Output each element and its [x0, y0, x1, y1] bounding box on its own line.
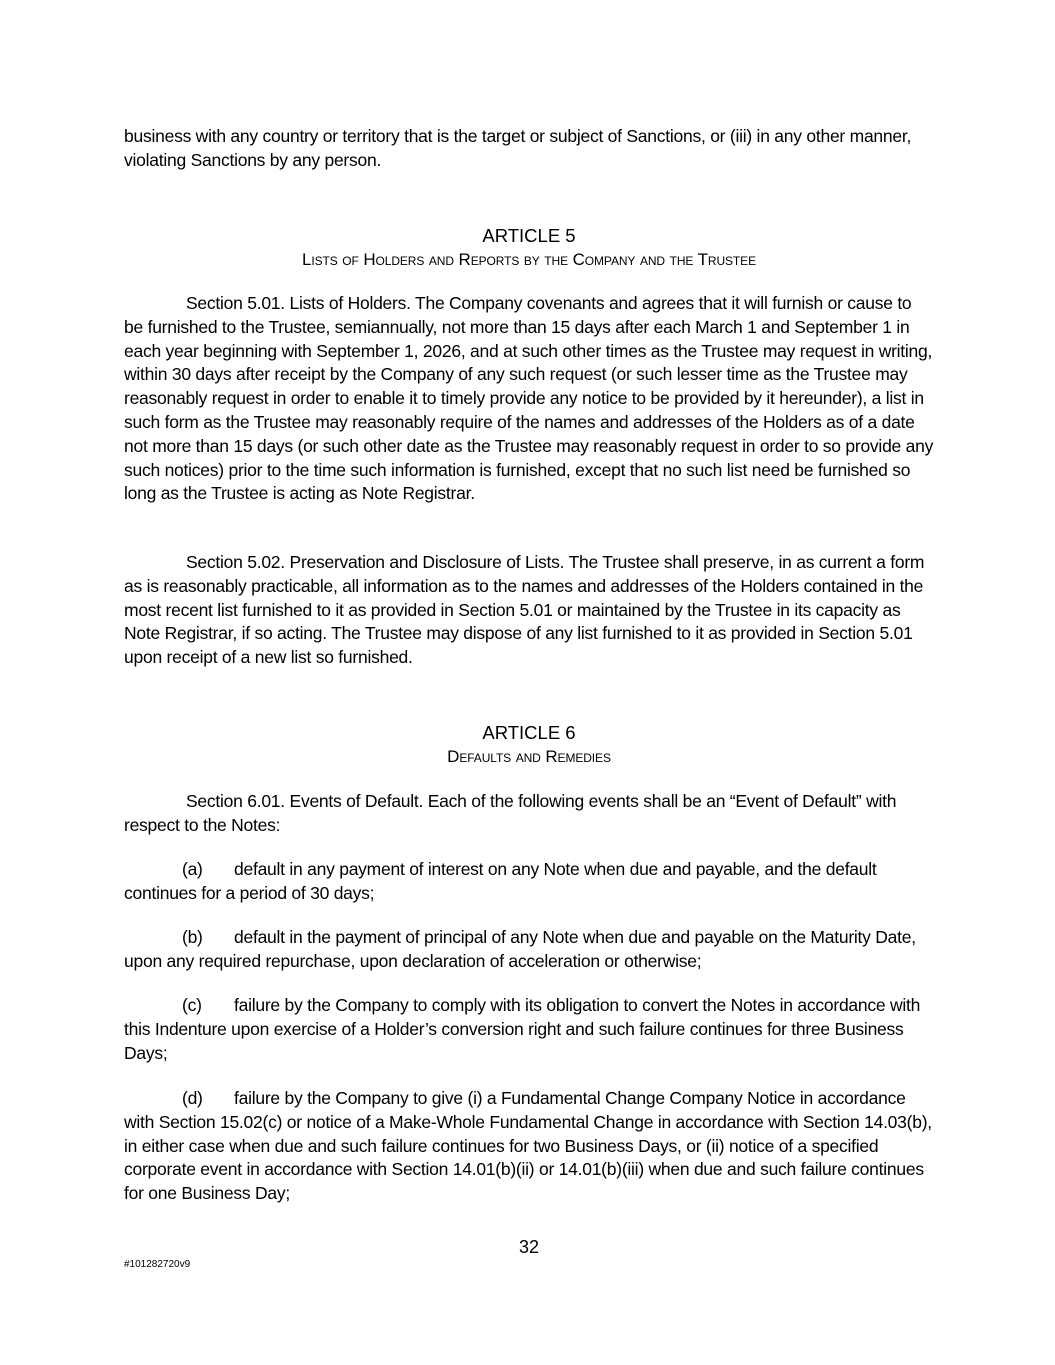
section-6-01-paragraph: Section 6.01. Events of Default. Each of the following events shall be an “Event of Default” with respect to the Notes:	[124, 791, 897, 835]
document-id: #101282720v9	[124, 1259, 191, 1270]
item-text: default in any payment of interest on any Note when due and payable, and the default continues for a period of 30 days;	[124, 859, 877, 903]
page-number: 32	[518, 1237, 540, 1257]
item-text: default in the payment of principal of any Note when due and payable on the Maturity Date, upon any required repurchase, upon declaration of acceleration or otherwise;	[124, 927, 916, 971]
section-5-02-block	[124, 551, 934, 670]
section-6-01-block	[124, 790, 934, 838]
article-5-heading: ARTICLE 5	[482, 225, 576, 246]
item-text: failure by the Company to comply with its obligation to convert the Notes in accordance with this Indenture upon exercise of a Holder’s conversion right and such failure continues for three Business Days;	[124, 995, 921, 1063]
list-item-b	[124, 926, 934, 974]
intro-paragraph-block	[124, 125, 934, 173]
list-item-d	[124, 1087, 934, 1206]
article-6-heading: ARTICLE 6	[482, 722, 576, 743]
article-6-subheading: Defaults and Remedies	[447, 747, 611, 766]
list-item-a	[124, 858, 934, 906]
item-label: (c)	[182, 995, 202, 1015]
intro-paragraph: business with any country or territory that is the target or subject of Sanctions, or (iii) in any other manner, violating Sanctions by any person.	[124, 126, 912, 170]
section-5-02-paragraph: Section 5.02. Preservation and Disclosure of Lists. The Trustee shall preserve, in as current a form as is reasonably practicable, all information as to the names and addresses of the Holders contained in the most recent list furnished to it as provided in Section 5.01 or maintained by the Trustee in its capacity as Note Registrar, if so acting. The Trustee may dispose of any list furnished to it as provided in Section 5.01 upon receipt of a new list so furnished.	[124, 552, 925, 668]
item-label: (b)	[182, 927, 203, 947]
section-5-01-block	[124, 292, 934, 506]
section-5-01-paragraph: Section 5.01. Lists of Holders. The Company covenants and agrees that it will furnish or cause to be furnished to the Trustee, semiannually, not more than 15 days after each March 1 and September 1 in each year beginning with September 1, 2026, and at such other times as the Trustee may request in writing, within 30 days after receipt by the Company of any such request (or such lesser time as the Trustee may reasonably request in order to enable it to timely provide any notice to be provided by it hereunder), a list in such form as the Trustee may reasonably require of the names and addresses of the Holders as of a date not more than 15 days (or such other date as the Trustee may reasonably request in order to so provide any such notices) prior to the time such information is furnished, except that no such list need be furnished so long as the Trustee is acting as Note Registrar.	[124, 293, 934, 504]
item-label: (a)	[182, 859, 203, 879]
item-label: (d)	[182, 1088, 203, 1108]
item-text: failure by the Company to give (i) a Fundamental Change Company Notice in accordance with Section 15.02(c) or notice of a Make-Whole Fundamental Change in accordance with Section 14.03(b), in either case when due and such failure continues for two Business Days, or (ii) notice of a specified corporate event in accordance with Section 14.01(b)(ii) or 14.01(b)(iii) when due and such failure continues for one Business Day;	[124, 1088, 932, 1204]
list-item-c	[124, 994, 934, 1065]
article-5-subheading: Lists of Holders and Reports by the Company and the Trustee	[302, 250, 756, 269]
